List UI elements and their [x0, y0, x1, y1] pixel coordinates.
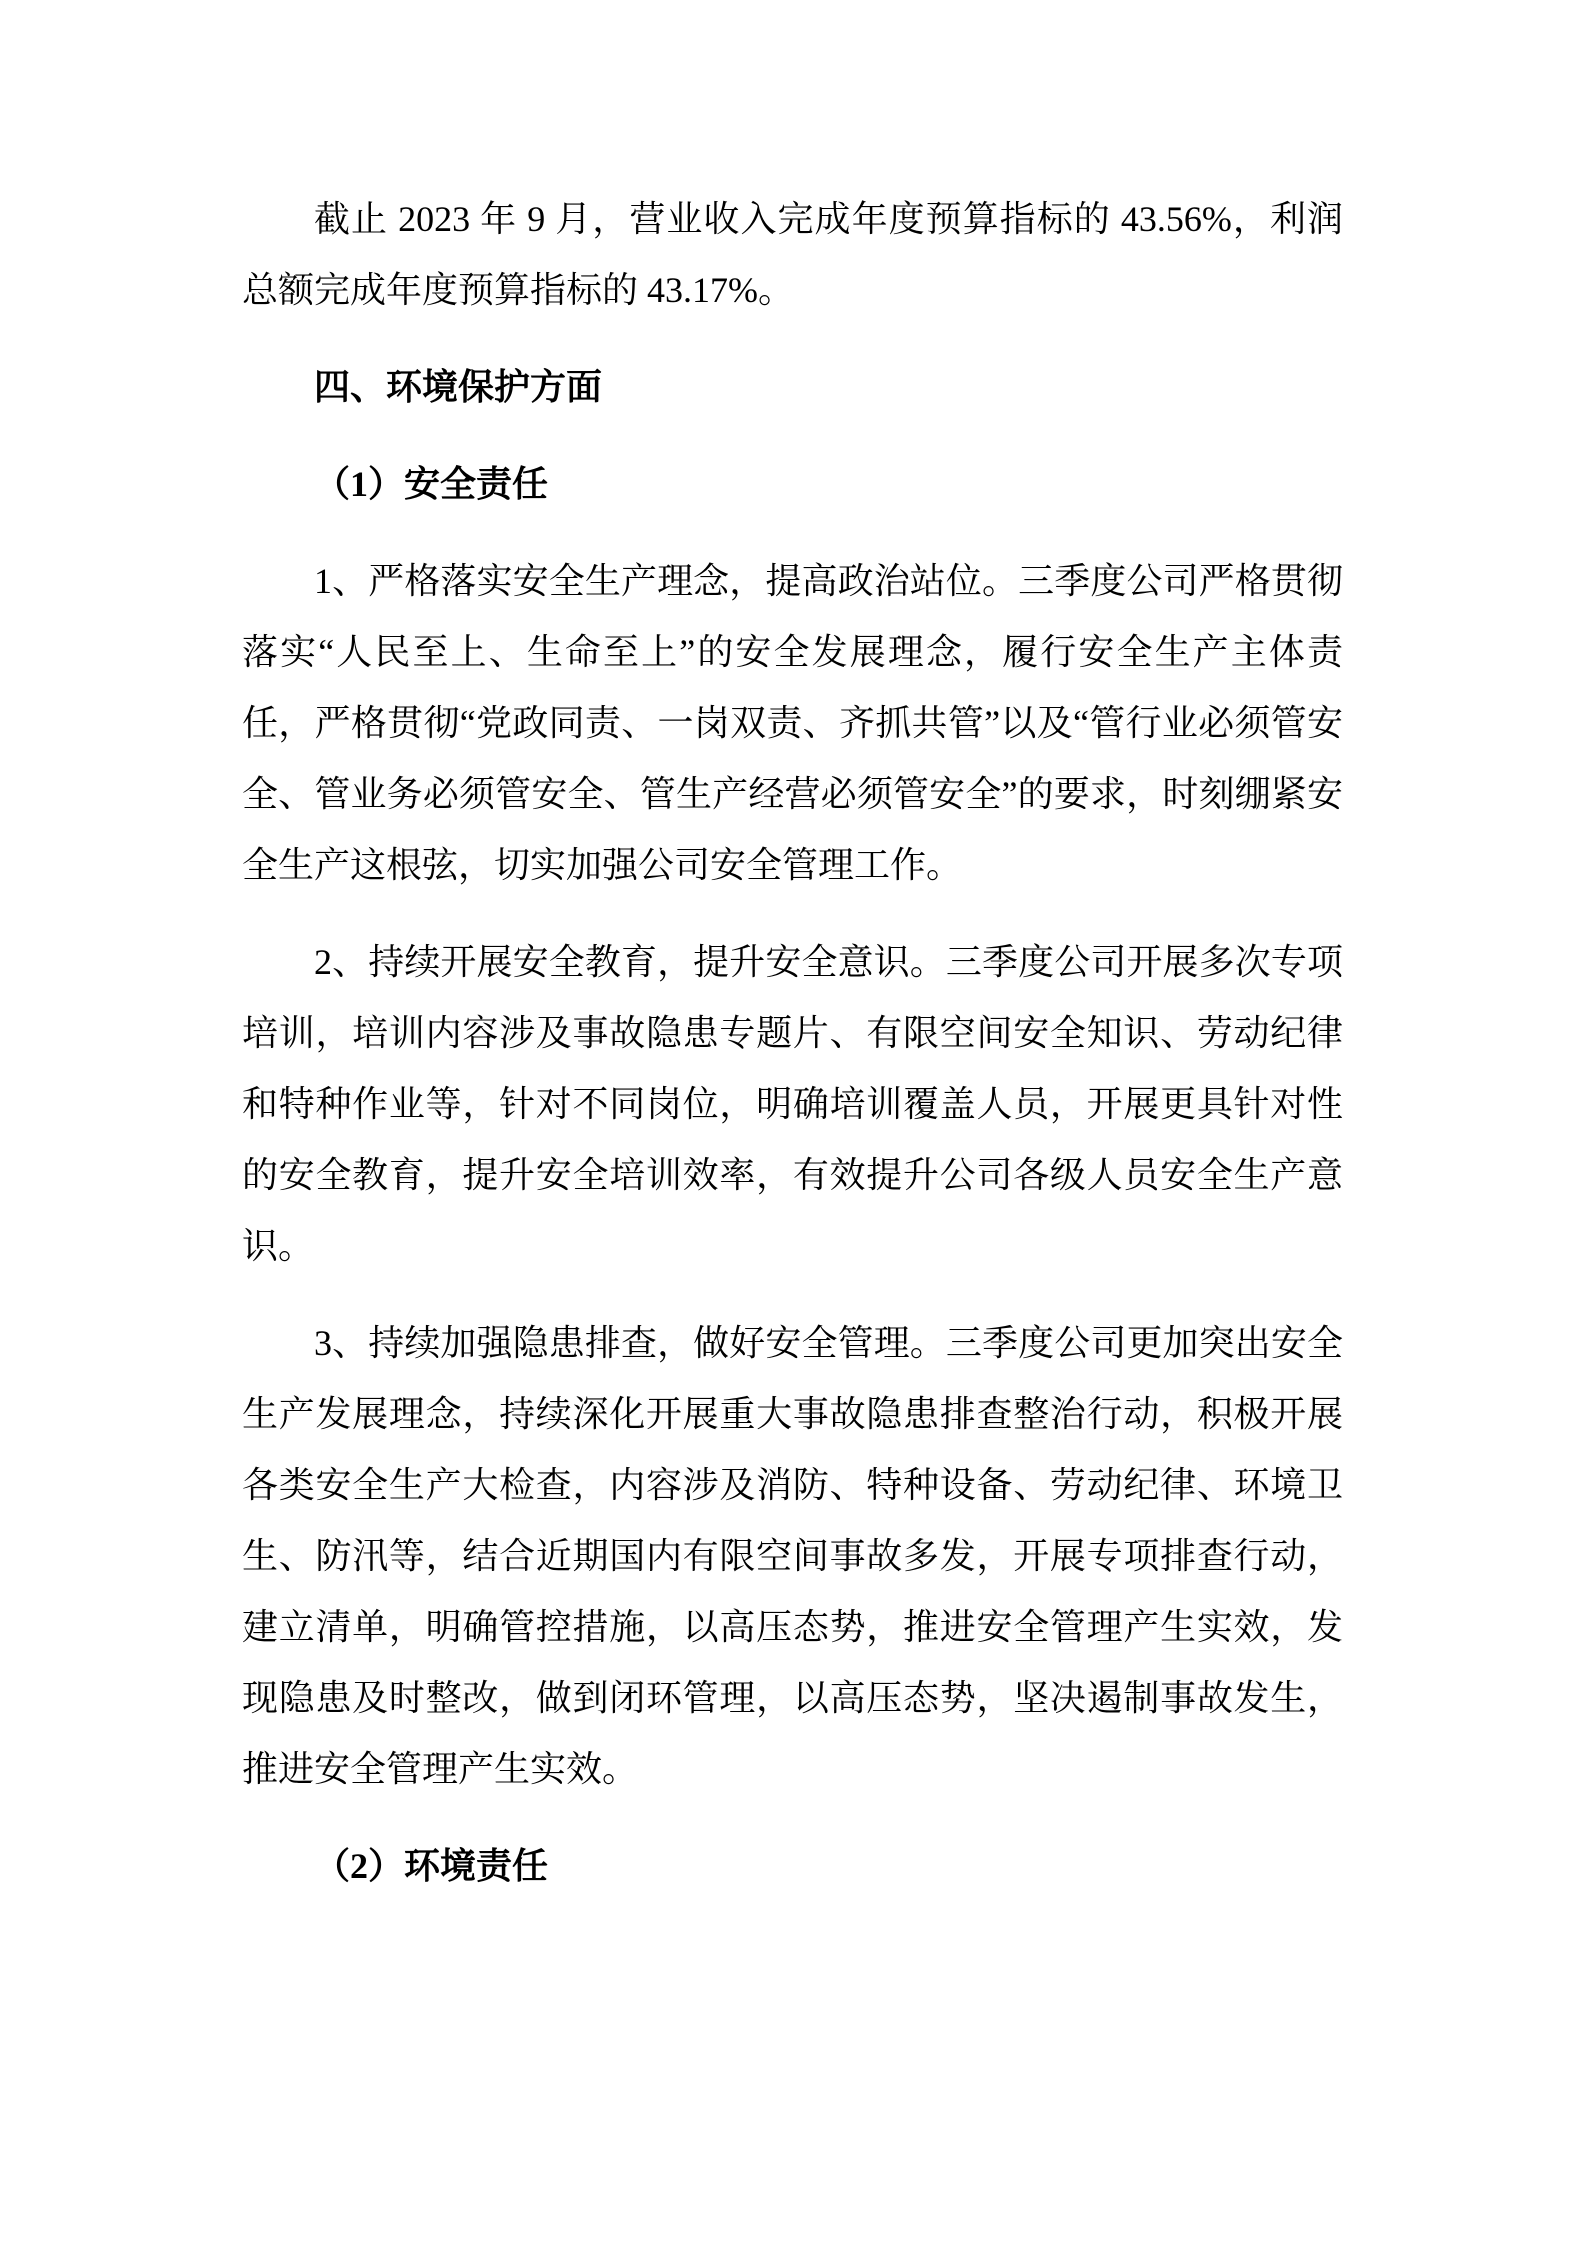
subsection-heading-safety-responsibility: （1）安全责任 [314, 464, 549, 504]
paragraph-budget-summary: 截止 2023 年 9 月，营业收入完成年度预算指标的 43.56%，利润总额完成年度预算指标的 43.17%。 [242, 199, 1343, 310]
document-body [242, 184, 1343, 1902]
paragraph-safety-item-3: 3、持续加强隐患排查，做好安全管理。三季度公司更加突出安全生产发展理念，持续深化开展重大事故隐患排查整治行动，积极开展各类安全生产大检查，内容涉及消防、特种设备、劳动纪律、环境卫生、防汛等，结合近期国内有限空间事故多发，开展专项排查行动，建立清单，明确管控措施，以高压态势，推进安全管理产生实效，发现隐患及时整改，做到闭环管理，以高压态势，坚决遏制事故发生，推进安全管理产生实效。 [242, 1323, 1343, 1789]
paragraph-safety-item-2: 2、持续开展安全教育，提升安全意识。三季度公司开展多次专项培训，培训内容涉及事故隐患专题片、有限空间安全知识、劳动纪律和特种作业等，针对不同岗位，明确培训覆盖人员，开展更具针对性的安全教育，提升安全培训效率，有效提升公司各级人员安全生产意识。 [242, 942, 1343, 1266]
paragraph-safety-item-1: 1、严格落实安全生产理念，提高政治站位。三季度公司严格贯彻落实“人民至上、生命至上”的安全发展理念，履行安全生产主体责任，严格贯彻“党政同责、一岗双责、齐抓共管”以及“管行业必须管安全、管业务必须管安全、管生产经营必须管安全”的要求，时刻绷紧安全生产这根弦，切实加强公司安全管理工作。 [242, 561, 1343, 885]
section-heading-environment-protection: 四、环境保护方面 [314, 367, 603, 407]
subsection-heading-environment-responsibility: （2）环境责任 [314, 1846, 549, 1886]
